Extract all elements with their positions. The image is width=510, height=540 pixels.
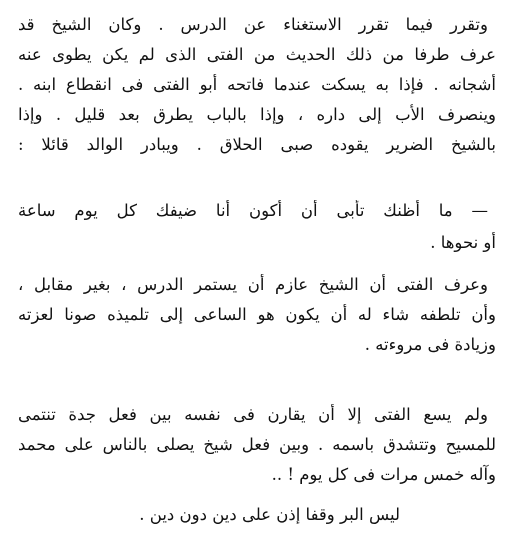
text-line: — ما أظنك تأبى أن أكون أنا ضيفك كل يوم ساعة <box>18 201 488 220</box>
text-line: وآله خمس مرات فى كل يوم ! .. <box>271 465 496 484</box>
text-line: بالشيخ الضرير يقوده صبى الحلاق . ويبادر الوالد قائلا : <box>18 135 496 154</box>
text-line: أو نحوها . <box>430 233 496 252</box>
text-line: وينصرف الأب إلى داره ، وإذا بالباب يطرق بعد قليل . وإذا <box>18 105 496 124</box>
text-line: ولم يسع الفتى إلا أن يقارن فى نفسه بين فعل جدة تنتمى <box>18 405 488 424</box>
text-line: ليس البر وقفا إذن على دين دون دين . <box>139 505 400 524</box>
text-line: عرف طرفا من ذلك الحديث من الفتى الذى لم يكن يطوى عنه <box>18 45 496 64</box>
text-line: أشجانه . فإذا به يسكت عندما فاتحه أبو الفتى فى انقطاع ابنه . <box>18 75 496 94</box>
text-line: وتقرر فيما تقرر الاستغناء عن الدرس . وكان الشيخ قد <box>18 15 488 34</box>
text-line: وزيادة فى مروءته . <box>364 335 496 354</box>
text-line: وأن تلطفه شاء له أن يكون هو الساعى إلى تلميذه صونا لعزته <box>18 305 496 324</box>
text-line: وعرف الفتى أن الشيخ عازم أن يستمر الدرس ، بغير مقابل ، <box>18 275 488 294</box>
text-line: للمسيح وتتشدق باسمه . وبين فعل شيخ يصلى بالناس على محمد <box>18 435 496 454</box>
